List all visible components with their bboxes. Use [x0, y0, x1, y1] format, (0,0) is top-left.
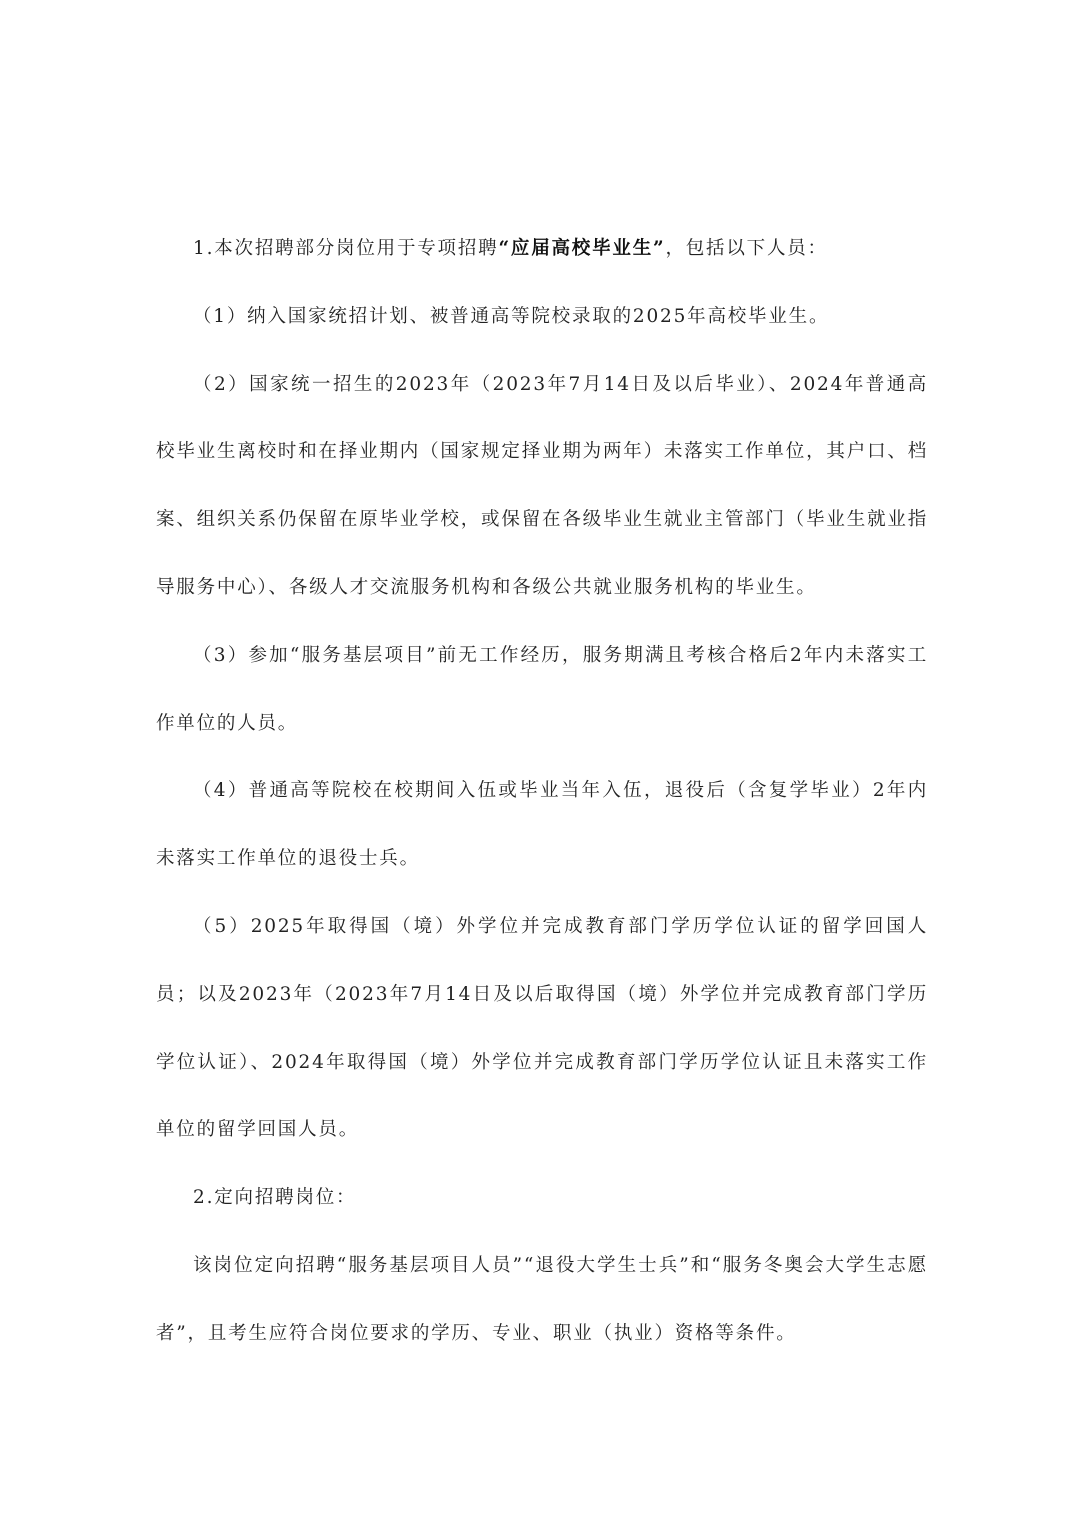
- paragraph-item-1-suffix: ，包括以下人员：: [665, 238, 828, 259]
- paragraph-item-1: [156, 215, 928, 283]
- bold-term-fresh-graduates: “应届高校毕业生”: [498, 238, 666, 259]
- paragraph-subitem-5: （5）2025年取得国（境）外学位并完成教育部门学历学位认证的留学回国人员；以及2023年（2023年7月14日及以后取得国（境）外学位并完成教育部门学历学位认证）、2024年取得国（境）外学位并完成教育部门学历学位认证且未落实工作单位的留学回国人员。: [156, 915, 928, 1141]
- paragraph-subitem-1: （1）纳入国家统招计划、被普通高等院校录取的2025年高校毕业生。: [193, 305, 830, 327]
- paragraph-item-2: 2.定向招聘岗位：: [193, 1187, 357, 1209]
- paragraph-item-1-prefix: 1.本次招聘部分岗位用于专项招聘: [193, 238, 499, 259]
- paragraph-item-2-body: 该岗位定向招聘“服务基层项目人员”“退役大学生士兵”和“服务冬奥会大学生志愿者”，且考生应符合岗位要求的学历、专业、职业（执业）资格等条件。: [156, 1254, 928, 1344]
- paragraph-subitem-2: （2）国家统一招生的2023年（2023年7月14日及以后毕业）、2024年普通高校毕业生离校时和在择业期内（国家规定择业期为两年）未落实工作单位，其户口、档案、组织关系仍保留在原毕业学校，或保留在各级毕业生就业主管部门（毕业生就业指导服务中心）、各级人才交流服务机构和各级公共就业服务机构的毕业生。: [156, 373, 928, 598]
- paragraph-subitem-4: （4）普通高等院校在校期间入伍或毕业当年入伍，退役后（含复学毕业）2年内未落实工作单位的退役士兵。: [156, 780, 928, 870]
- paragraph-subitem-3: （3）参加“服务基层项目”前无工作经历，服务期满且考核合格后2年内未落实工作单位的人员。: [156, 644, 928, 734]
- document-body: [156, 215, 928, 1368]
